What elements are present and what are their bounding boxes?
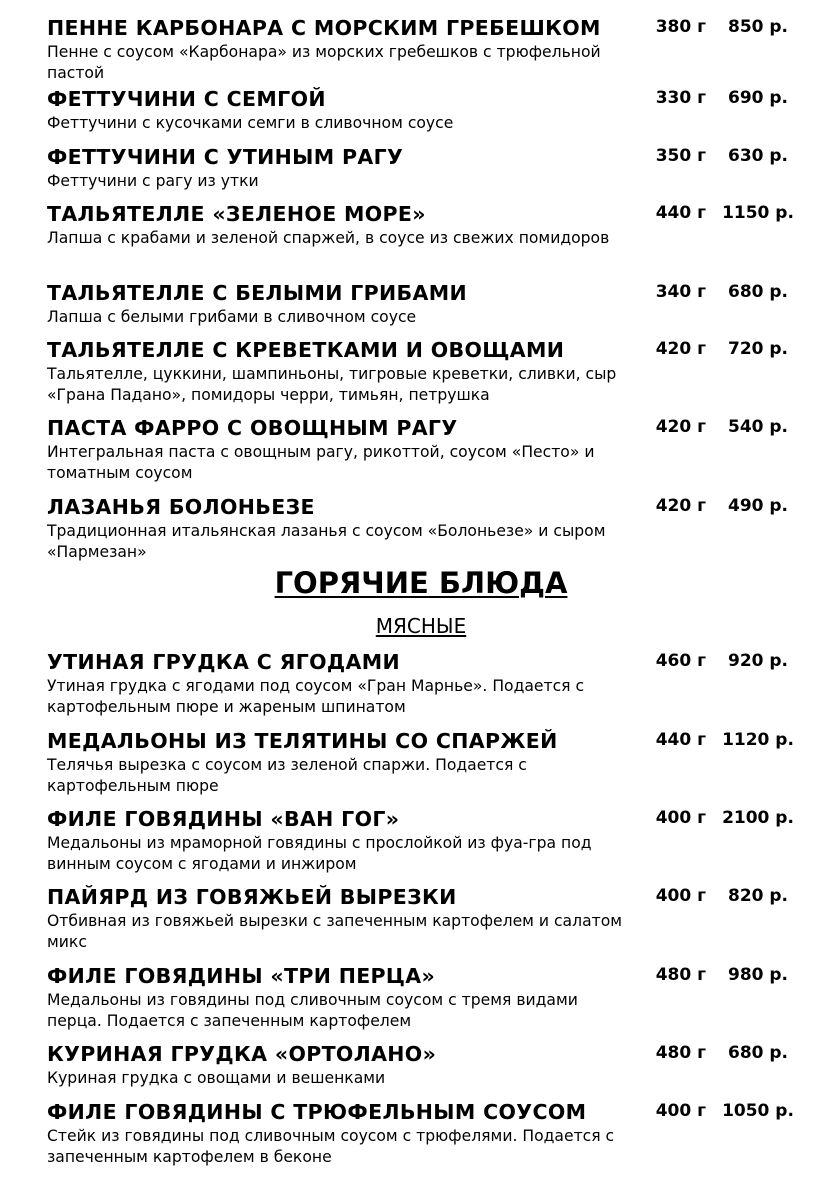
dish-weight: 420 г (655, 339, 706, 359)
dish-price: 490 р. (727, 496, 789, 516)
dish-price: 630 р. (727, 146, 789, 166)
dish-description: Феттучини с рагу из утки (47, 172, 259, 190)
dish-price: 1050 р. (722, 1101, 794, 1121)
dish-name: ФЕТТУЧИНИ С СЕМГОЙ (47, 87, 326, 111)
dish-price: 1150 р. (722, 203, 794, 223)
dish-weight: 380 г (655, 17, 706, 37)
dish-weight: 400 г (655, 1101, 706, 1121)
dish-description: Пенне с соусом «Карбонара» из морских гребешков с трюфельной пастой (47, 43, 601, 82)
dish-name: УТИНАЯ ГРУДКА С ЯГОДАМИ (47, 650, 400, 674)
dish-description: Стейк из говядины под сливочным соусом с трюфелями. Подается с запеченным картофелем в беконе (47, 1127, 615, 1166)
dish-weight: 460 г (655, 651, 706, 671)
dish-description: Феттучини с кусочками семги в сливочном соусе (47, 114, 454, 132)
dish-weight: 350 г (655, 146, 706, 166)
dish-weight: 420 г (655, 417, 706, 437)
dish-name: ТАЛЬЯТЕЛЛЕ «ЗЕЛЕНОЕ МОРЕ» (47, 202, 426, 226)
dish-name: ПЕННЕ КАРБОНАРА С МОРСКИМ ГРЕБЕШКОМ (47, 16, 601, 40)
dish-name: ТАЛЬЯТЕЛЛЕ С КРЕВЕТКАМИ И ОВОЩАМИ (47, 338, 565, 362)
dish-name: ФИЛЕ ГОВЯДИНЫ С ТРЮФЕЛЬНЫМ СОУСОМ (47, 1100, 587, 1124)
dish-name: ФИЛЕ ГОВЯДИНЫ «ТРИ ПЕРЦА» (47, 964, 436, 988)
dish-description: Медальоны из говядины под сливочным соусом с тремя видами перца. Подается с запеченным картофелем (47, 991, 578, 1030)
dish-weight: 420 г (655, 496, 706, 516)
dish-description: Телячья вырезка с соусом из зеленой спаржи. Подается с картофельным пюре (47, 756, 527, 795)
dish-price: 850 р. (727, 17, 789, 37)
dish-name: КУРИНАЯ ГРУДКА «ОРТОЛАНО» (47, 1042, 437, 1066)
dish-name: МЕДАЛЬОНЫ ИЗ ТЕЛЯТИНЫ СО СПАРЖЕЙ (47, 729, 558, 753)
dish-price: 980 р. (727, 965, 789, 985)
dish-weight: 440 г (655, 730, 706, 750)
dish-weight: 330 г (655, 88, 706, 108)
dish-description: Интегральная паста с овощным рагу, рикоттой, соусом «Песто» и томатным соусом (47, 443, 595, 482)
dish-price: 920 р. (727, 651, 789, 671)
dish-name: ФИЛЕ ГОВЯДИНЫ «ВАН ГОГ» (47, 807, 400, 831)
dish-price: 720 р. (727, 339, 789, 359)
dish-price: 680 р. (727, 1043, 789, 1063)
dish-description: Тальятелле, цуккини, шампиньоны, тигровые креветки, сливки, сыр «Грана Падано», помидоры черри, тимьян, петрушка (47, 365, 617, 404)
dish-price: 690 р. (727, 88, 789, 108)
dish-name: ПАЙЯРД ИЗ ГОВЯЖЬЕЙ ВЫРЕЗКИ (47, 885, 457, 909)
dish-description: Медальоны из мраморной говядины с прослойкой из фуа-гра под винным соусом с ягодами и инжиром (47, 834, 592, 873)
section-subtitle: МЯСНЫЕ (375, 614, 467, 638)
dish-description: Лапша с белыми грибами в сливочном соусе (47, 308, 417, 326)
dish-weight: 480 г (655, 1043, 706, 1063)
dish-description: Куриная грудка с овощами и вешенками (47, 1069, 386, 1087)
dish-weight: 480 г (655, 965, 706, 985)
dish-price: 540 р. (727, 417, 789, 437)
dish-name: ЛАЗАНЬЯ БОЛОНЬЕЗЕ (47, 495, 315, 519)
dish-description: Отбивная из говяжьей вырезки с запеченным картофелем и салатом микс (47, 912, 623, 951)
dish-name: ТАЛЬЯТЕЛЛЕ С БЕЛЫМИ ГРИБАМИ (47, 281, 467, 305)
dish-price: 820 р. (727, 886, 789, 906)
dish-price: 2100 р. (722, 808, 794, 828)
dish-price: 1120 р. (722, 730, 794, 750)
dish-description: Лапша с крабами и зеленой спаржей, в соусе из свежих помидоров (47, 229, 610, 247)
dish-price: 680 р. (727, 282, 789, 302)
dish-weight: 400 г (655, 808, 706, 828)
dish-description: Традиционная итальянская лазанья с соусом «Болоньезе» и сыром «Пармезан» (47, 522, 606, 561)
dish-name: ФЕТТУЧИНИ С УТИНЫМ РАГУ (47, 145, 404, 169)
dish-name: ПАСТА ФАРРО С ОВОЩНЫМ РАГУ (47, 416, 458, 440)
dish-weight: 340 г (655, 282, 706, 302)
dish-weight: 440 г (655, 203, 706, 223)
dish-description: Утиная грудка с ягодами под соусом «Гран Марнье». Подается с картофельным пюре и жареным шпинатом (47, 677, 585, 716)
section-title: ГОРЯЧИЕ БЛЮДА (274, 566, 568, 600)
dish-weight: 400 г (655, 886, 706, 906)
